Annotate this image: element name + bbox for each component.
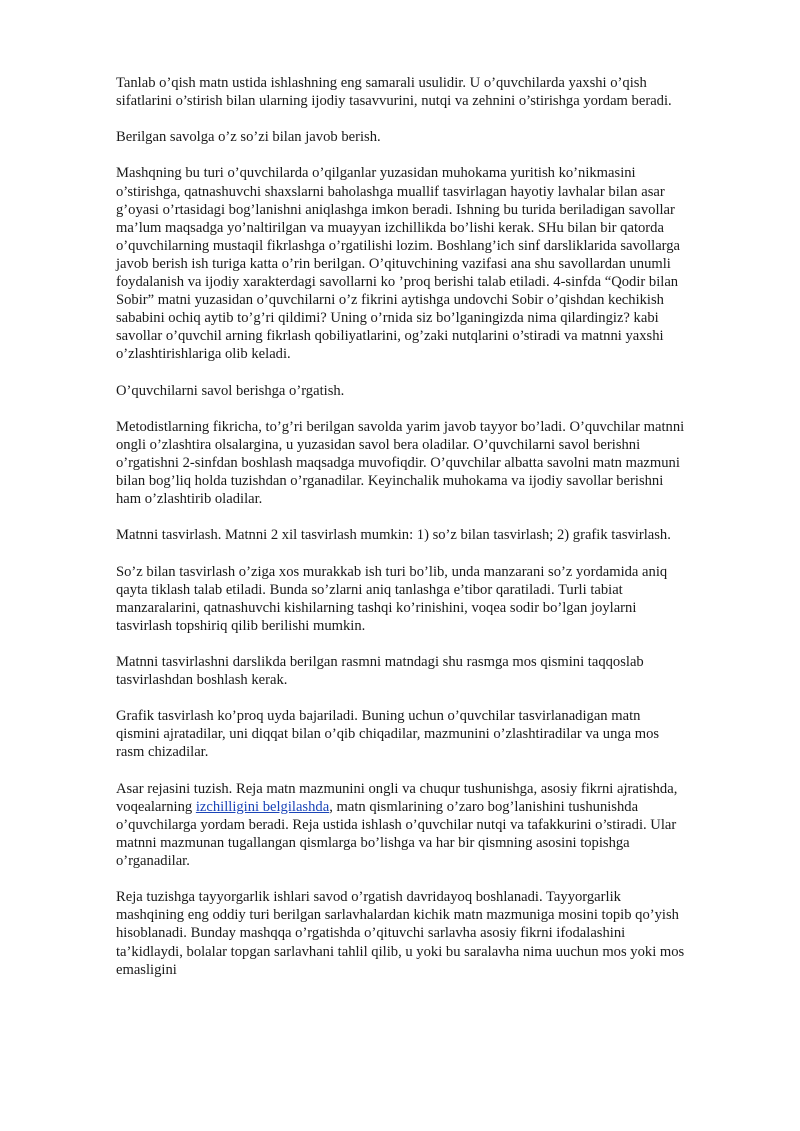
paragraph-6 — [116, 526, 746, 544]
text-line: qayta tiklash talab etiladi. Bunda so’zlarni aniq tanlashga e’tibor qaratiladi. Turli tabiat — [116, 581, 623, 598]
paragraph-10 — [116, 780, 746, 870]
text-line: o’rgatishni 2-sinfdan boshlash maqsadga muvofiqdir. O’quvchilar albatta savolni matn mazmuni — [116, 454, 680, 471]
text-line: o’rganadilar. — [116, 853, 190, 870]
text-line: ongli o’zlashtira olsalargina, u yuzasidan savol bera oladilar. O’quvchilarni savol berishni — [116, 436, 641, 453]
text-line: ta’kidlaydi, bolalar topgan sarlavhani tahlil qilib, u yoki bu saralavha nima uuchun mos yoki mos — [116, 943, 685, 960]
paragraph-2 — [116, 128, 746, 146]
paragraph-8 — [116, 653, 746, 689]
text-line: o’quvchilarga yordam beradi. Reja ustida ishlash o’quvchilar nutqi va tafakkurini o’stiradi. Ular — [116, 816, 677, 833]
text-line: Metodistlarning fikricha, to’g’ri berilgan savolda yarim javob tayyor bo’ladi. O’quvchilar matnni — [116, 418, 685, 435]
text-line: sababini ochiq aytib to’g’ri qildimi? Uning o’rnida siz bo’lganingizda nima qilardingiz? kabi — [116, 310, 659, 327]
text-line: Sobir” matni yuzasidan o’quvchilarni o’z fikrini aytishga undovchi Sobir o’qishdan kechikish — [116, 292, 664, 309]
text-line: hisoblanadi. Bunday mashqqa o’rgatishda o’qituvchi sarlavha asosiy fikrni ifodalashini — [116, 925, 626, 942]
text-line: sifatlarini o’stirish bilan ularning ijodiy tasavvurini, nutqi va zehnini o’stirishga yordam beradi. — [116, 93, 672, 110]
text-line: g’oyasi o’rtasidagi bog’lanishni aniqlashga imkon beradi. Ishning bu turida beriladigan savollar — [116, 201, 675, 218]
text-segment: , matn qismlarining o’zaro bog’lanishini tushunishda — [329, 798, 639, 815]
text-segment: voqealarning — [116, 798, 196, 815]
text-line: ham o’zlashtirib oladilar. — [116, 491, 263, 508]
text-line: rasm chizadilar. — [116, 744, 209, 761]
paragraph-7 — [116, 563, 746, 635]
text-line: mashqining eng oddiy turi berilgan sarlavhalardan kichik matn mazmuniga mosini topib qo’yish — [116, 907, 679, 924]
text-line: Matnni tasvirlashni darslikda berilgan rasmni matndagi shu rasmga mos qismini taqqoslab — [116, 654, 644, 670]
text-line: tasvirlashdan boshlash kerak. — [116, 672, 288, 689]
text-line: Reja tuzishga tayyorgarlik ishlari savod o’rgatish davridayoq boshlanadi. Tayyorgarlik — [116, 889, 621, 906]
paragraph-9 — [116, 707, 746, 761]
text-line: Tanlab o’qish matn ustida ishlashning eng samarali usulidir. U o’quvchilarda yaxshi o’qish — [116, 75, 647, 91]
text-line: emasligini — [116, 961, 177, 978]
paragraph-5 — [116, 418, 746, 508]
text-line: javob berish ish turiga katta o’rin berilgan. O’qituvchining vazifasi ana shu savollardan unumli — [116, 255, 671, 272]
text-line: savollar o’quvchil arning fikrlash qobiliyatlarini, og’zaki nutqlarini o’stiradi va matnni yaxshi — [116, 328, 664, 345]
text-line: bilan bog’liq holda tuzishdan o’rganadilar. Keyinchalik muhokama va ijodiy savollar berishni — [116, 473, 664, 490]
text-line: Asar rejasini tuzish. Reja matn mazmunini ongli va chuqur tushunishga, asosiy fikrni ajratishda, — [116, 780, 678, 797]
text-line: Grafik tasvirlash ko’proq uyda bajariladi. Buning uchun o’quvchilar tasvirlanadigan matn — [116, 708, 641, 725]
text-line: matnni mazmunan tugallangan qismlarga bo’lishga va har bir qismning asosini topishga — [116, 834, 630, 851]
paragraph-3 — [116, 164, 746, 363]
document-page — [116, 74, 746, 997]
text-line: Matnni tasvirlash. Matnni 2 xil tasvirlash mumkin: 1) so’z bilan tasvirlash; 2) grafik tasvirlash. — [116, 527, 671, 544]
text-line: So’z bilan tasvirlash o’ziga xos murakkab ish turi bo’lib, unda manzarani so’z yordamida aniq — [116, 563, 668, 580]
izchilligini-link[interactable]: izchilligini belgilashda — [195, 798, 330, 815]
text-line: foydalanish va ijodiy xarakterdagi savollarni ko ’proq berishi talab etiladi. 4-sinfda “Qodir bilan — [116, 274, 679, 291]
text-line: Berilgan savolga o’z so’zi bilan javob berish. — [116, 129, 381, 146]
text-line: Mashqning bu turi o’quvchilarda o’qilganlar yuzasidan muhokama yuritish ko’nikmasini — [116, 165, 636, 182]
text-line: tasvirlash topshiriq qilib berilishi mumkin. — [116, 617, 366, 634]
text-line: manzaralarini, qatnashuvchi kishilarning tashqi ko’rinishini, voqea sodir bo’lgan joylarni — [116, 599, 637, 616]
text-line: ma’lum maqsadga yo’naltirilgan va muayyan izchillikda bo’lishi kerak. SHu bilan bir qatorda — [116, 219, 664, 236]
text-line: o’stirishga, qatnashuvchi shaxslarni baholashga muallif tasvirlagan hayotiy lavhalar bilan asar — [116, 183, 665, 200]
text-line: O’quvchilarni savol berishga o’rgatish. — [116, 382, 345, 399]
text-line: o’zlashtirishlariga olib keladi. — [116, 346, 291, 363]
text-line-with-link — [116, 798, 746, 816]
paragraph-1 — [116, 74, 746, 110]
paragraph-11 — [116, 888, 746, 978]
text-line: o’quvchilarning mustaqil fikrlashga o’rgatilishi lozim. Boshlang’ich sinf darsliklarida savollarga — [116, 237, 681, 254]
text-line: qismini ajratadilar, uni diqqat bilan o’qib chiqadilar, mazmunini o’zlashtiradilar va unga mos — [116, 726, 660, 743]
paragraph-4 — [116, 382, 746, 400]
